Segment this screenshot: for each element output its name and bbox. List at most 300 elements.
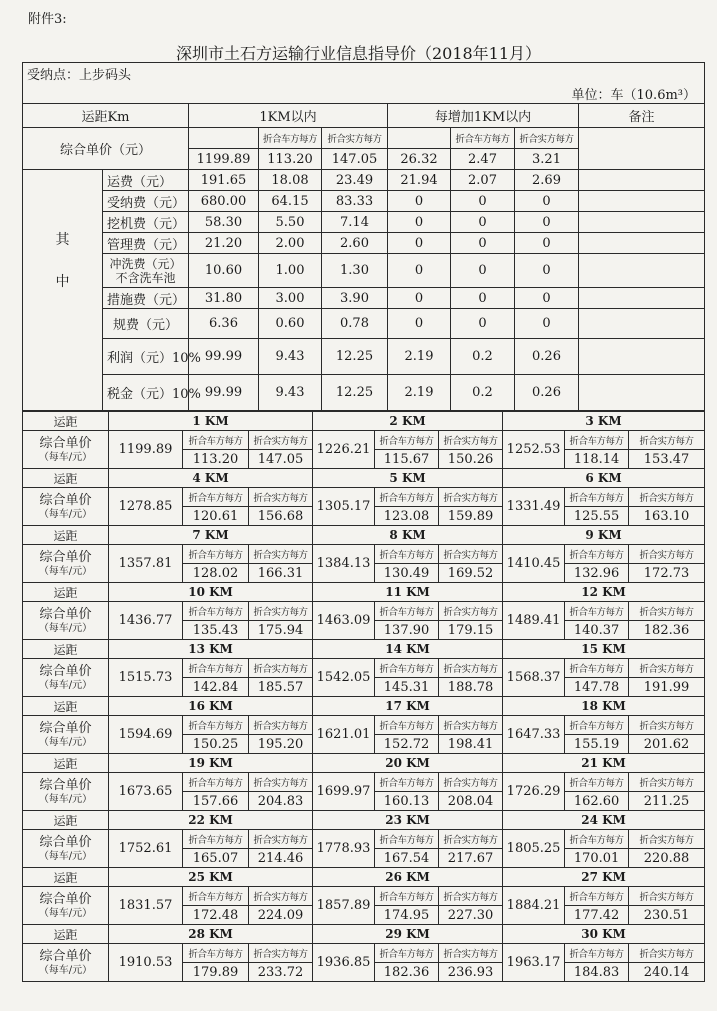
per-solid-value: 175.94 (249, 621, 313, 640)
cost-value: 0.2 (451, 339, 515, 375)
per-solid-header: 折合实方每方 (439, 830, 503, 849)
cost-value: 1.30 (322, 254, 388, 288)
per-solid-value: 211.25 (629, 792, 705, 811)
unit-cell (23, 83, 705, 104)
distance-label: 运距 (23, 469, 109, 488)
per-car-header: 折合车方每方 (375, 773, 439, 792)
per-car-header: 折合车方每方 (375, 659, 439, 678)
per-solid-value: 230.51 (629, 906, 705, 925)
distance-km: 30 KM (503, 925, 705, 944)
per-car-value: 120.61 (183, 507, 249, 526)
distance-km: 10 KM (109, 583, 313, 602)
within-1km-header: 1KM以内 (189, 104, 388, 128)
cost-item-name: 规费（元） (103, 309, 189, 339)
per-car-header: 折合车方每方 (565, 716, 629, 735)
per-solid-value: 233.72 (249, 963, 313, 982)
per-car-value: 147.78 (565, 678, 629, 697)
cost-value: 2.69 (515, 170, 579, 191)
distance-km: 28 KM (109, 925, 313, 944)
composite-total: 1805.25 (503, 830, 565, 868)
per-solid-header: 折合实方每方 (322, 128, 388, 149)
per-car-value: 130.49 (375, 564, 439, 583)
per-solid-header: 折合实方每方 (629, 545, 705, 564)
per-car-header: 折合车方每方 (183, 716, 249, 735)
each-add-1km-header: 每增加1KM以内 (388, 104, 579, 128)
cost-value: 21.94 (388, 170, 451, 191)
composite-price-title: 综合单价 (39, 663, 92, 679)
cost-value: 3.00 (259, 288, 322, 309)
cost-value: 2.60 (322, 233, 388, 254)
remark-cell (579, 170, 705, 191)
composite-total: 1910.53 (109, 944, 183, 982)
per-solid-value: 185.57 (249, 678, 313, 697)
composite-price-title: 综合单价 (39, 606, 92, 622)
composite-price-label (23, 488, 109, 526)
composite-value: 3.21 (515, 149, 579, 170)
composite-total: 1963.17 (503, 944, 565, 982)
distance-km: 4 KM (109, 469, 313, 488)
composite-total: 1357.81 (109, 545, 183, 583)
cost-value: 2.07 (451, 170, 515, 191)
per-car-header: 折合车方每方 (183, 431, 249, 450)
cost-value: 0 (451, 309, 515, 339)
blank-cell (189, 128, 259, 149)
per-car-value: 179.89 (183, 963, 249, 982)
per-car-header: 折合车方每方 (375, 716, 439, 735)
per-car-value: 155.19 (565, 735, 629, 754)
cost-value: 0 (388, 288, 451, 309)
remark-cell (579, 212, 705, 233)
per-car-header: 折合车方每方 (565, 431, 629, 450)
distance-km: 2 KM (313, 412, 503, 431)
per-solid-header: 折合实方每方 (629, 602, 705, 621)
composite-price-sub: （每车/元） (38, 793, 93, 805)
per-solid-value: 159.89 (439, 507, 503, 526)
cost-item-name: 税金（元）10% (103, 375, 189, 411)
cost-value: 0 (515, 288, 579, 309)
composite-price-sub: （每车/元） (38, 907, 93, 919)
distance-km: 7 KM (109, 526, 313, 545)
per-solid-header: 折合实方每方 (629, 830, 705, 849)
per-solid-value: 208.04 (439, 792, 503, 811)
cost-value: 0 (515, 233, 579, 254)
distance-km: 29 KM (313, 925, 503, 944)
cost-item-name: 挖机费（元） (103, 212, 189, 233)
distance-label: 运距 (23, 697, 109, 716)
per-solid-header: 折合实方每方 (249, 659, 313, 678)
composite-price-label (23, 659, 109, 697)
composite-total: 1463.09 (313, 602, 375, 640)
remark-cell (579, 375, 705, 411)
dist-km-header: 运距Km (23, 104, 189, 128)
per-solid-header: 折合实方每方 (249, 830, 313, 849)
composite-price-title: 综合单价 (39, 777, 92, 793)
cost-value: 23.49 (322, 170, 388, 191)
per-car-header: 折合车方每方 (565, 602, 629, 621)
per-car-value: 132.96 (565, 564, 629, 583)
distance-km: 18 KM (503, 697, 705, 716)
cost-value: 0 (451, 191, 515, 212)
per-solid-header: 折合实方每方 (249, 431, 313, 450)
per-car-header: 折合车方每方 (259, 128, 322, 149)
cost-item-sub: 不含洗车池 (115, 270, 176, 285)
per-solid-header: 折合实方每方 (515, 128, 579, 149)
composite-price-sub: （每车/元） (38, 565, 93, 577)
per-solid-header: 折合实方每方 (629, 773, 705, 792)
cost-value: 0 (388, 309, 451, 339)
composite-price-label (23, 431, 109, 469)
cost-value: 0.2 (451, 375, 515, 411)
per-solid-header: 折合实方每方 (249, 602, 313, 621)
cost-value: 99.99 (189, 339, 259, 375)
cost-item-name: 运费（元） (103, 170, 189, 191)
composite-price-sub: （每车/元） (38, 736, 93, 748)
per-solid-value: 236.93 (439, 963, 503, 982)
per-solid-header: 折合实方每方 (249, 488, 313, 507)
per-solid-header: 折合实方每方 (439, 488, 503, 507)
composite-total: 1726.29 (503, 773, 565, 811)
per-solid-value: 217.67 (439, 849, 503, 868)
per-car-value: 184.83 (565, 963, 629, 982)
per-car-value: 115.67 (375, 450, 439, 469)
composite-total: 1489.41 (503, 602, 565, 640)
composite-price-title: 综合单价 (39, 435, 92, 451)
per-car-value: 174.95 (375, 906, 439, 925)
attachment-label: 附件3: (28, 12, 67, 27)
distance-label: 运距 (23, 925, 109, 944)
composite-price-title: 综合单价 (39, 948, 92, 964)
per-car-header: 折合车方每方 (183, 659, 249, 678)
cost-value: 0 (515, 191, 579, 212)
composite-total: 1594.69 (109, 716, 183, 754)
distance-label: 运距 (23, 583, 109, 602)
page-title: 深圳市土石方运输行业信息指导价（2018年11月） (175, 44, 542, 63)
cost-value: 191.65 (189, 170, 259, 191)
per-solid-header: 折合实方每方 (629, 716, 705, 735)
per-car-value: 165.07 (183, 849, 249, 868)
distance-km: 23 KM (313, 811, 503, 830)
per-solid-value: 201.62 (629, 735, 705, 754)
distance-km: 14 KM (313, 640, 503, 659)
per-solid-header: 折合实方每方 (439, 431, 503, 450)
per-car-header: 折合车方每方 (183, 602, 249, 621)
cost-value: 64.15 (259, 191, 322, 212)
composite-total: 1936.85 (313, 944, 375, 982)
per-car-value: 135.43 (183, 621, 249, 640)
composite-total: 1331.49 (503, 488, 565, 526)
cost-value: 9.43 (259, 375, 322, 411)
per-solid-value: 163.10 (629, 507, 705, 526)
composite-total: 1199.89 (109, 431, 183, 469)
cost-value: 83.33 (322, 191, 388, 212)
composite-price-sub: （每车/元） (38, 850, 93, 862)
unit-text: 单位：车（10.6m³） (571, 87, 696, 103)
per-solid-value: 227.30 (439, 906, 503, 925)
cost-value: 6.36 (189, 309, 259, 339)
per-car-header: 折合车方每方 (565, 887, 629, 906)
cost-value: 680.00 (189, 191, 259, 212)
per-car-header: 折合车方每方 (565, 773, 629, 792)
cost-value: 0 (515, 309, 579, 339)
per-solid-header: 折合实方每方 (249, 545, 313, 564)
composite-total: 1778.93 (313, 830, 375, 868)
qi-char: 其 (55, 232, 70, 248)
per-solid-header: 折合实方每方 (249, 716, 313, 735)
per-car-value: 182.36 (375, 963, 439, 982)
cost-value: 0.26 (515, 375, 579, 411)
cost-value: 7.14 (322, 212, 388, 233)
composite-total: 1857.89 (313, 887, 375, 925)
per-car-header: 折合车方每方 (183, 944, 249, 963)
cost-value: 0 (451, 212, 515, 233)
per-solid-value: 147.05 (249, 450, 313, 469)
composite-total: 1305.17 (313, 488, 375, 526)
per-car-value: 160.13 (375, 792, 439, 811)
per-car-value: 170.01 (565, 849, 629, 868)
per-car-value: 128.02 (183, 564, 249, 583)
distance-km: 11 KM (313, 583, 503, 602)
composite-price-title: 综合单价 (39, 891, 92, 907)
receiver-text: 受纳点：上步码头 (27, 67, 132, 83)
per-car-header: 折合车方每方 (183, 887, 249, 906)
per-car-header: 折合车方每方 (183, 488, 249, 507)
per-car-value: 157.66 (183, 792, 249, 811)
cost-value: 0 (388, 212, 451, 233)
per-car-value: 142.84 (183, 678, 249, 697)
composite-total: 1884.21 (503, 887, 565, 925)
cost-value: 0 (451, 233, 515, 254)
per-solid-value: 224.09 (249, 906, 313, 925)
cost-item-name: 利润（元）10% (103, 339, 189, 375)
composite-price-sub: （每车/元） (38, 508, 93, 520)
composite-total: 1436.77 (109, 602, 183, 640)
per-solid-header: 折合实方每方 (439, 887, 503, 906)
per-solid-value: 179.15 (439, 621, 503, 640)
per-car-header: 折合车方每方 (565, 545, 629, 564)
composite-total: 1410.45 (503, 545, 565, 583)
remark-cell (579, 288, 705, 309)
cost-value: 0.78 (322, 309, 388, 339)
per-solid-value: 204.83 (249, 792, 313, 811)
cost-value: 0 (388, 191, 451, 212)
per-car-header: 折合车方每方 (183, 545, 249, 564)
composite-total: 1515.73 (109, 659, 183, 697)
cost-value: 12.25 (322, 375, 388, 411)
cost-item-title: 冲洗费（元） (109, 256, 182, 271)
remark-cell (579, 128, 705, 170)
per-car-header: 折合车方每方 (375, 887, 439, 906)
per-car-header: 折合车方每方 (565, 488, 629, 507)
cost-value: 31.80 (189, 288, 259, 309)
per-solid-value: 156.68 (249, 507, 313, 526)
cost-value: 0.60 (259, 309, 322, 339)
per-solid-value: 153.47 (629, 450, 705, 469)
composite-price-title: 综合单价 (39, 720, 92, 736)
per-solid-value: 198.41 (439, 735, 503, 754)
per-solid-value: 166.31 (249, 564, 313, 583)
per-solid-value: 172.73 (629, 564, 705, 583)
distance-km: 27 KM (503, 868, 705, 887)
cost-value: 2.00 (259, 233, 322, 254)
cost-value: 0 (388, 254, 451, 288)
distance-km: 12 KM (503, 583, 705, 602)
per-solid-header: 折合实方每方 (439, 716, 503, 735)
per-solid-header: 折合实方每方 (439, 944, 503, 963)
per-solid-value: 214.46 (249, 849, 313, 868)
per-car-value: 123.08 (375, 507, 439, 526)
distance-label: 运距 (23, 640, 109, 659)
cost-value: 5.50 (259, 212, 322, 233)
composite-value: 113.20 (259, 149, 322, 170)
distance-label: 运距 (23, 868, 109, 887)
distance-km: 19 KM (109, 754, 313, 773)
composite-price-title: 综合单价 (39, 492, 92, 508)
composite-value: 2.47 (451, 149, 515, 170)
composite-price-sub: （每车/元） (38, 622, 93, 634)
cost-value: 2.19 (388, 375, 451, 411)
distance-km: 25 KM (109, 868, 313, 887)
cost-value: 21.20 (189, 233, 259, 254)
per-car-value: 140.37 (565, 621, 629, 640)
per-car-value: 113.20 (183, 450, 249, 469)
per-solid-header: 折合实方每方 (439, 602, 503, 621)
qizhong-cell (23, 170, 103, 411)
composite-total: 1542.05 (313, 659, 375, 697)
cost-item-name: 受纳费（元） (103, 191, 189, 212)
blank-cell (388, 128, 451, 149)
distance-km: 3 KM (503, 412, 705, 431)
composite-price-label (23, 545, 109, 583)
distance-km: 9 KM (503, 526, 705, 545)
per-car-value: 137.90 (375, 621, 439, 640)
per-car-value: 145.31 (375, 678, 439, 697)
per-car-value: 162.60 (565, 792, 629, 811)
composite-total: 1673.65 (109, 773, 183, 811)
per-solid-value: 169.52 (439, 564, 503, 583)
per-car-value: 118.14 (565, 450, 629, 469)
remark-cell (579, 339, 705, 375)
per-solid-header: 折合实方每方 (249, 944, 313, 963)
per-solid-value: 220.88 (629, 849, 705, 868)
composite-total: 1699.97 (313, 773, 375, 811)
per-solid-header: 折合实方每方 (249, 887, 313, 906)
composite-value: 26.32 (388, 149, 451, 170)
composite-price-label (23, 773, 109, 811)
per-solid-value: 150.26 (439, 450, 503, 469)
per-solid-value: 195.20 (249, 735, 313, 754)
distance-label: 运距 (23, 412, 109, 431)
per-solid-value: 240.14 (629, 963, 705, 982)
distance-table (22, 411, 705, 982)
composite-price-label (23, 716, 109, 754)
composite-value: 147.05 (322, 149, 388, 170)
remark-cell (579, 191, 705, 212)
cost-value: 0 (451, 254, 515, 288)
distance-km: 22 KM (109, 811, 313, 830)
cost-item-name: 措施费（元） (103, 288, 189, 309)
distance-body (23, 412, 705, 982)
remark-cell (579, 254, 705, 288)
composite-price-label (23, 602, 109, 640)
distance-km: 1 KM (109, 412, 313, 431)
remark-cell (579, 233, 705, 254)
per-solid-header: 折合实方每方 (629, 944, 705, 963)
cost-item-name (103, 254, 189, 288)
composite-price-label (23, 887, 109, 925)
receiver-cell (23, 63, 705, 84)
per-car-header: 折合车方每方 (565, 944, 629, 963)
distance-km: 20 KM (313, 754, 503, 773)
composite-price-title: 综合单价 (39, 834, 92, 850)
per-car-header: 折合车方每方 (565, 830, 629, 849)
composite-price-sub: （每车/元） (38, 451, 93, 463)
per-car-header: 折合车方每方 (183, 773, 249, 792)
distance-km: 24 KM (503, 811, 705, 830)
per-car-header: 折合车方每方 (375, 602, 439, 621)
per-car-header: 折合车方每方 (375, 431, 439, 450)
price-sheet (22, 62, 705, 982)
per-car-header: 折合车方每方 (375, 830, 439, 849)
per-car-header: 折合车方每方 (451, 128, 515, 149)
cost-item-name: 管理费（元） (103, 233, 189, 254)
cost-value: 9.43 (259, 339, 322, 375)
composite-price-sub: （每车/元） (38, 679, 93, 691)
distance-km: 6 KM (503, 469, 705, 488)
composite-total: 1568.37 (503, 659, 565, 697)
distance-label: 运距 (23, 526, 109, 545)
per-solid-header: 折合实方每方 (439, 773, 503, 792)
composite-total: 1647.33 (503, 716, 565, 754)
cost-value: 3.90 (322, 288, 388, 309)
remark-cell (579, 309, 705, 339)
distance-km: 15 KM (503, 640, 705, 659)
composite-label: 综合单价（元） (23, 128, 189, 170)
distance-label: 运距 (23, 754, 109, 773)
per-solid-header: 折合实方每方 (629, 887, 705, 906)
summary-table (22, 62, 705, 411)
per-solid-value: 182.36 (629, 621, 705, 640)
distance-km: 26 KM (313, 868, 503, 887)
cost-value: 99.99 (189, 375, 259, 411)
per-car-header: 折合车方每方 (375, 944, 439, 963)
per-solid-header: 折合实方每方 (629, 488, 705, 507)
per-car-value: 125.55 (565, 507, 629, 526)
composite-total: 1252.53 (503, 431, 565, 469)
distance-km: 5 KM (313, 469, 503, 488)
per-solid-header: 折合实方每方 (439, 545, 503, 564)
composite-total: 1278.85 (109, 488, 183, 526)
cost-value: 0.26 (515, 339, 579, 375)
composite-total: 1384.13 (313, 545, 375, 583)
composite-total: 1226.21 (313, 431, 375, 469)
cost-value: 0 (451, 288, 515, 309)
composite-price-title: 综合单价 (39, 549, 92, 565)
distance-km: 17 KM (313, 697, 503, 716)
cost-value: 10.60 (189, 254, 259, 288)
cost-value: 0 (515, 212, 579, 233)
composite-total: 1621.01 (313, 716, 375, 754)
per-solid-header: 折合实方每方 (249, 773, 313, 792)
distance-km: 13 KM (109, 640, 313, 659)
distance-km: 16 KM (109, 697, 313, 716)
composite-total: 1831.57 (109, 887, 183, 925)
per-car-header: 折合车方每方 (375, 488, 439, 507)
per-solid-header: 折合实方每方 (629, 659, 705, 678)
per-car-header: 折合车方每方 (565, 659, 629, 678)
cost-value: 0 (515, 254, 579, 288)
distance-km: 8 KM (313, 526, 503, 545)
per-car-value: 167.54 (375, 849, 439, 868)
